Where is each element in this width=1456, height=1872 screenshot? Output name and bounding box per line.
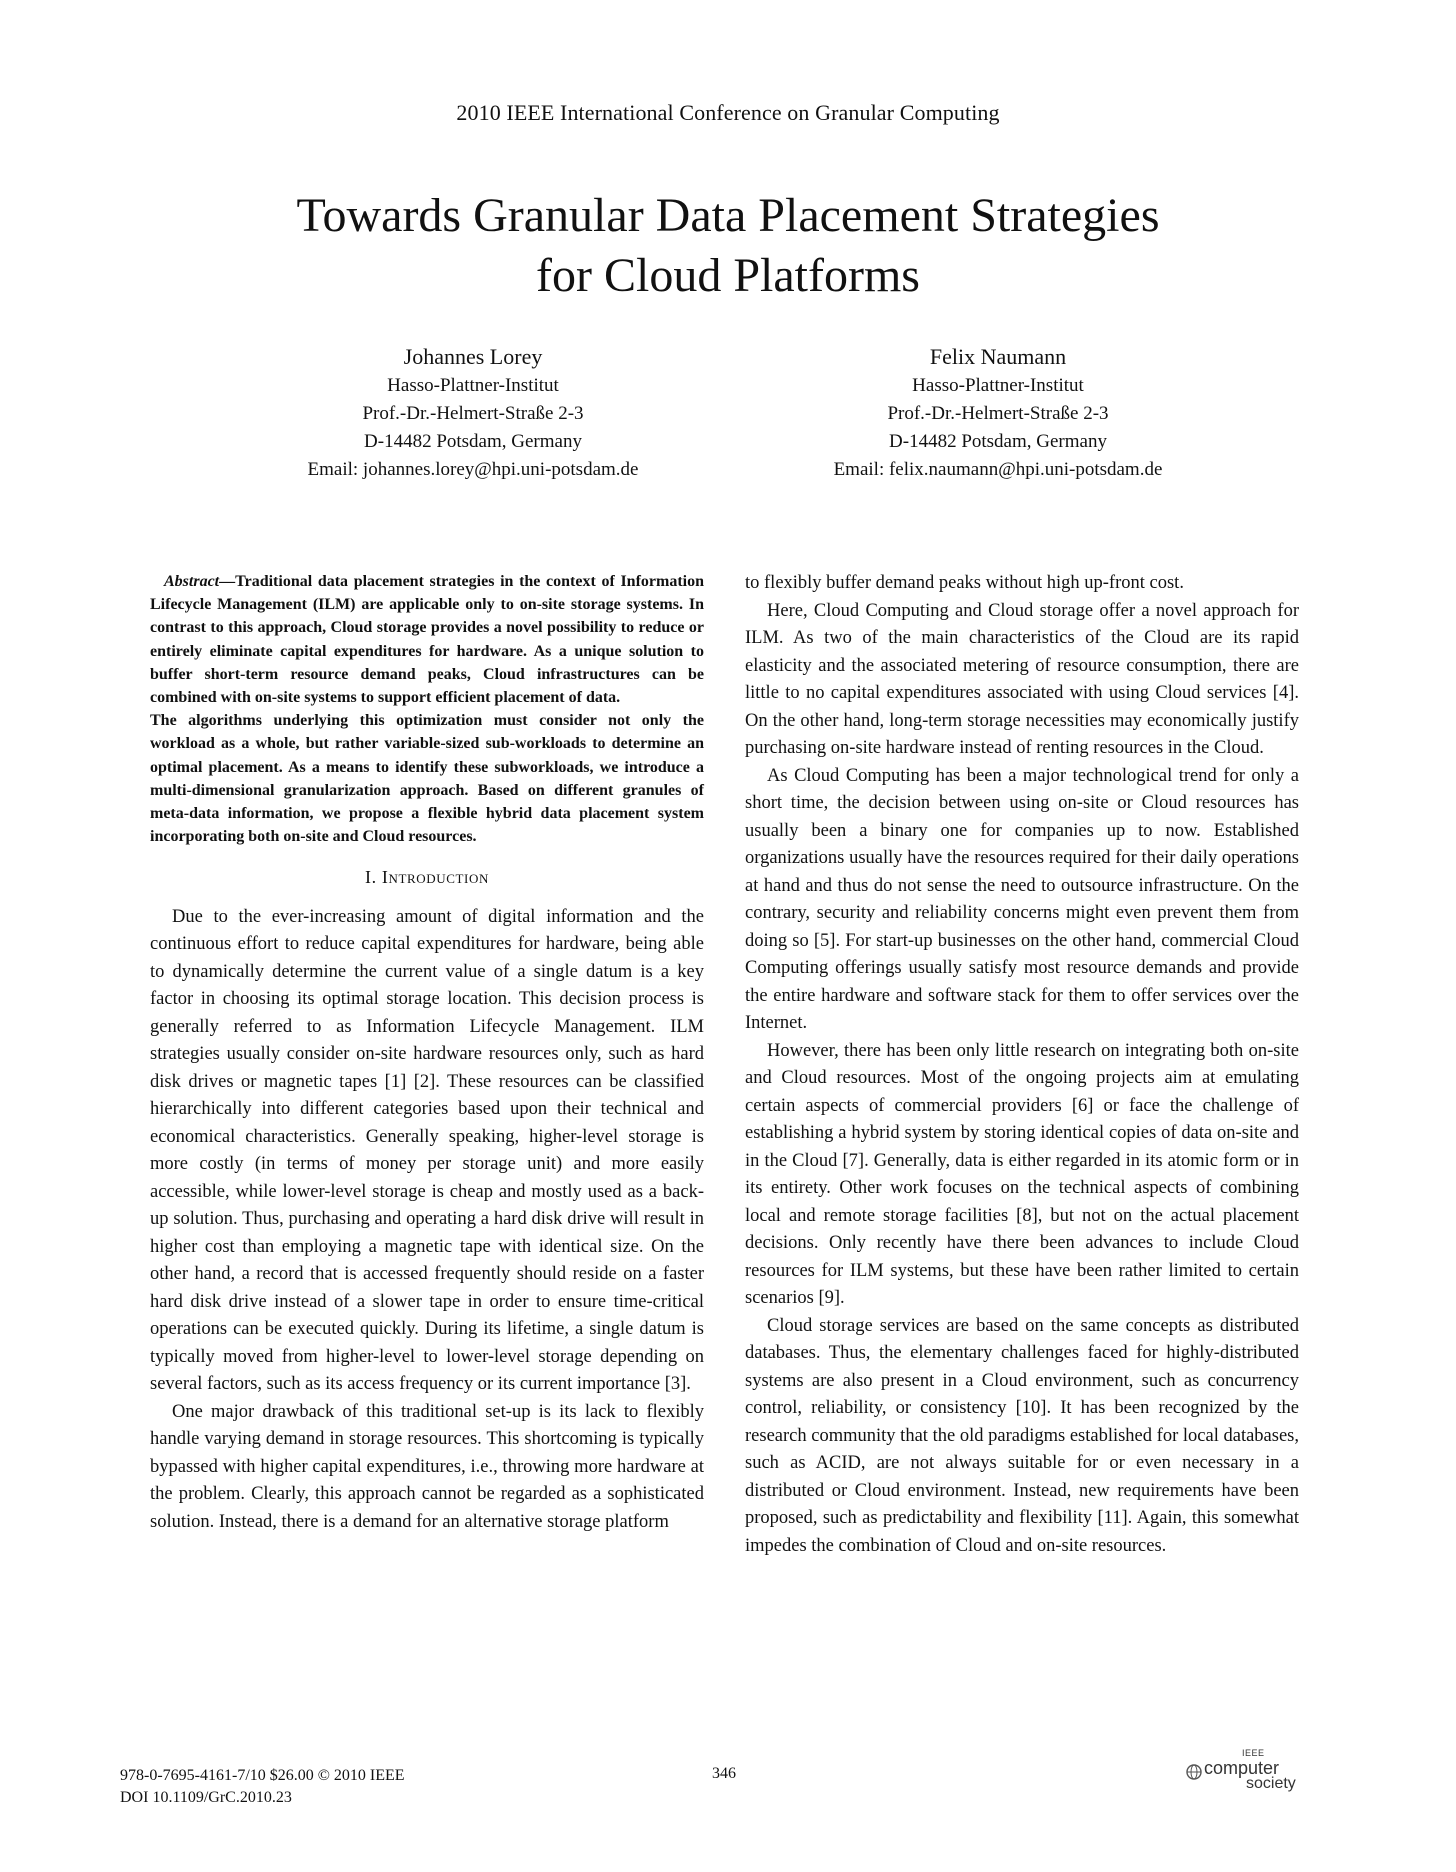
abstract xyxy=(150,570,704,848)
section-number: I. xyxy=(365,867,377,888)
logo-ieee-text: IEEE xyxy=(1242,1748,1265,1758)
abstract-text-1: —Traditional data placement strategies in the context of Information Lifecycle Management (ILM) are applicable only to on-site storage systems. In contrast to this approach, Cloud storage provides a novel possibility to reduce or entirely eliminate capital expenditures for hardware. As a unique solution to buffer short-term resource demand peaks, Cloud infrastructures can be combined with on-site systems to support efficient placement of data. xyxy=(150,573,704,707)
author-block-naumann xyxy=(738,342,1258,484)
logo-society-text: society xyxy=(1246,1775,1296,1792)
abstract-label: Abstract xyxy=(164,573,220,590)
author-street: Prof.-Dr.-Helmert-Straße 2-3 xyxy=(362,403,584,424)
body-paragraph: One major drawback of this traditional set-up is its lack to flexibly handle varying demand in storage resources. This shortcoming is typically bypassed with higher capital expenditures, i.e., throwing more hardware at the problem. Clearly, this approach cannot be regarded as a sophisticated solution. Instead, there is a demand for an alternative storage platform xyxy=(150,1401,704,1532)
abstract-paragraph-2: The algorithms underlying this optimization must consider not only the workload as a whole, but rather variable-sized sub-workloads to determine an optimal placement. As a means to identify these subworkloads, we introduce a multi-dimensional granularization approach. Based on different granules of meta-data information, we propose a flexible hybrid data placement system incorporating both on-site and Cloud resources. xyxy=(150,712,704,846)
author-city: D-14482 Potsdam, Germany xyxy=(364,431,582,452)
footer-isbn: 978-0-7695-4161-7/10 $26.00 © 2010 IEEE xyxy=(120,1767,405,1784)
author-block-lorey xyxy=(213,342,733,484)
author-name: Felix Naumann xyxy=(929,344,1067,369)
paper-title xyxy=(0,186,1456,306)
globe-icon xyxy=(1186,1764,1202,1780)
author-city: D-14482 Potsdam, Germany xyxy=(889,431,1107,452)
body-paragraph: Due to the ever-increasing amount of digital information and the continuous effort to reduce capital expenditures for hardware, being able to dynamically determine the current value of a single datum is a key factor in choosing its optimal storage location. This decision process is generally referred to as Information Lifecycle Management. ILM strategies usually consider on-site hardware resources only, such as hard disk drives or magnetic tapes [1] [2]. These resources can be classified hierarchically into different categories based upon their technical and economical characteristics. Generally speaking, higher-level storage is more costly (in terms of money per storage unit) and more easily accessible, while lower-level storage is cheap and mostly used as a back-up solution. Thus, purchasing and operating a hard disk drive will result in higher cost than employing a magnetic tape with identical size. On the other hand, a record that is accessed frequently should reside on a faster hard disk drive instead of a slower tape in order to ensure time-critical operations can be executed quickly. During its lifetime, a single datum is typically moved from higher-level to lower-level storage depending on several factors, such as its access frequency or its current importance [3]. xyxy=(150,906,704,1395)
page-number: 346 xyxy=(712,1765,736,1782)
paper-title-line-2: for Cloud Platforms xyxy=(536,249,920,302)
ieee-computer-society-logo xyxy=(1186,1748,1316,1798)
author-name: Johannes Lorey xyxy=(403,344,543,369)
author-email: Email: felix.naumann@hpi.uni-potsdam.de xyxy=(833,459,1163,480)
body-paragraph: However, there has been only little research on integrating both on-site and Cloud resources. Most of the ongoing projects aim at emulating certain aspects of commercial providers [6] or face the challenge of establishing a hybrid system by storing identical copies of data on-site and in the Cloud [7]. Generally, data is either regarded in its atomic form or in its entirety. Other work focuses on the technical aspects of combining local and remote storage facilities [8], but not on the actual placement decisions. Only recently have there been advances to include Cloud resources for ILM systems, but these have been rather limited to certain scenarios [9]. xyxy=(745,1040,1299,1308)
right-column xyxy=(745,570,1299,1560)
author-affiliation: Hasso-Plattner-Institut xyxy=(387,375,559,396)
left-column xyxy=(150,570,704,1536)
body-paragraph: Cloud storage services are based on the same concepts as distributed databases. Thus, the elementary challenges faced for highly-distributed systems are also present in a Cloud environment, such as concurrency control, reliability, or consistency [10]. It has been recognized by the research community that the old paradigms established for local databases, such as ACID, are not always suitable for or even necessary in a distributed or Cloud environment. Instead, new requirements have been proposed, such as predictability and flexibility [11]. Again, this somewhat impedes the combination of Cloud and on-site resources. xyxy=(745,1315,1299,1556)
section-title: Introduction xyxy=(381,867,489,888)
conference-header: 2010 IEEE International Conference on Granular Computing xyxy=(456,100,1000,125)
body-paragraph: Here, Cloud Computing and Cloud storage offer a novel approach for ILM. As two of the main characteristics of the Cloud are its rapid elasticity and the associated metering of resource consumption, there are little to no capital expenditures associated with using Cloud services [4]. On the other hand, long-term storage necessities may economically justify purchasing on-site hardware instead of renting resources in the Cloud. xyxy=(745,600,1299,758)
author-affiliation: Hasso-Plattner-Institut xyxy=(912,375,1084,396)
footer-publication-info xyxy=(120,1765,405,1809)
body-paragraph-continued: to flexibly buffer demand peaks without high up-front cost. xyxy=(745,573,1184,593)
paper-title-line-1: Towards Granular Data Placement Strategies xyxy=(296,189,1160,242)
abstract-paragraph-1 xyxy=(150,570,704,709)
body-paragraph: As Cloud Computing has been a major technological trend for only a short time, the decision between using on-site or Cloud resources has usually been a binary one for companies up to now. Established organizations usually have the resources required for their daily operations at hand and thus do not sense the need to outsource infrastructure. On the contrary, security and reliability concerns might even prevent them from doing so [5]. For start-up businesses on the other hand, commercial Cloud Computing offerings usually satisfy most resource demands and provide the entire hardware and software stack for them to offer services over the Internet. xyxy=(745,765,1299,1033)
author-email: Email: johannes.lorey@hpi.uni-potsdam.de xyxy=(307,459,639,480)
author-street: Prof.-Dr.-Helmert-Straße 2-3 xyxy=(887,403,1109,424)
footer-doi: DOI 10.1109/GrC.2010.23 xyxy=(120,1789,292,1806)
logo-computer-text: computer xyxy=(1204,1758,1280,1778)
section-heading-introduction xyxy=(150,864,704,892)
